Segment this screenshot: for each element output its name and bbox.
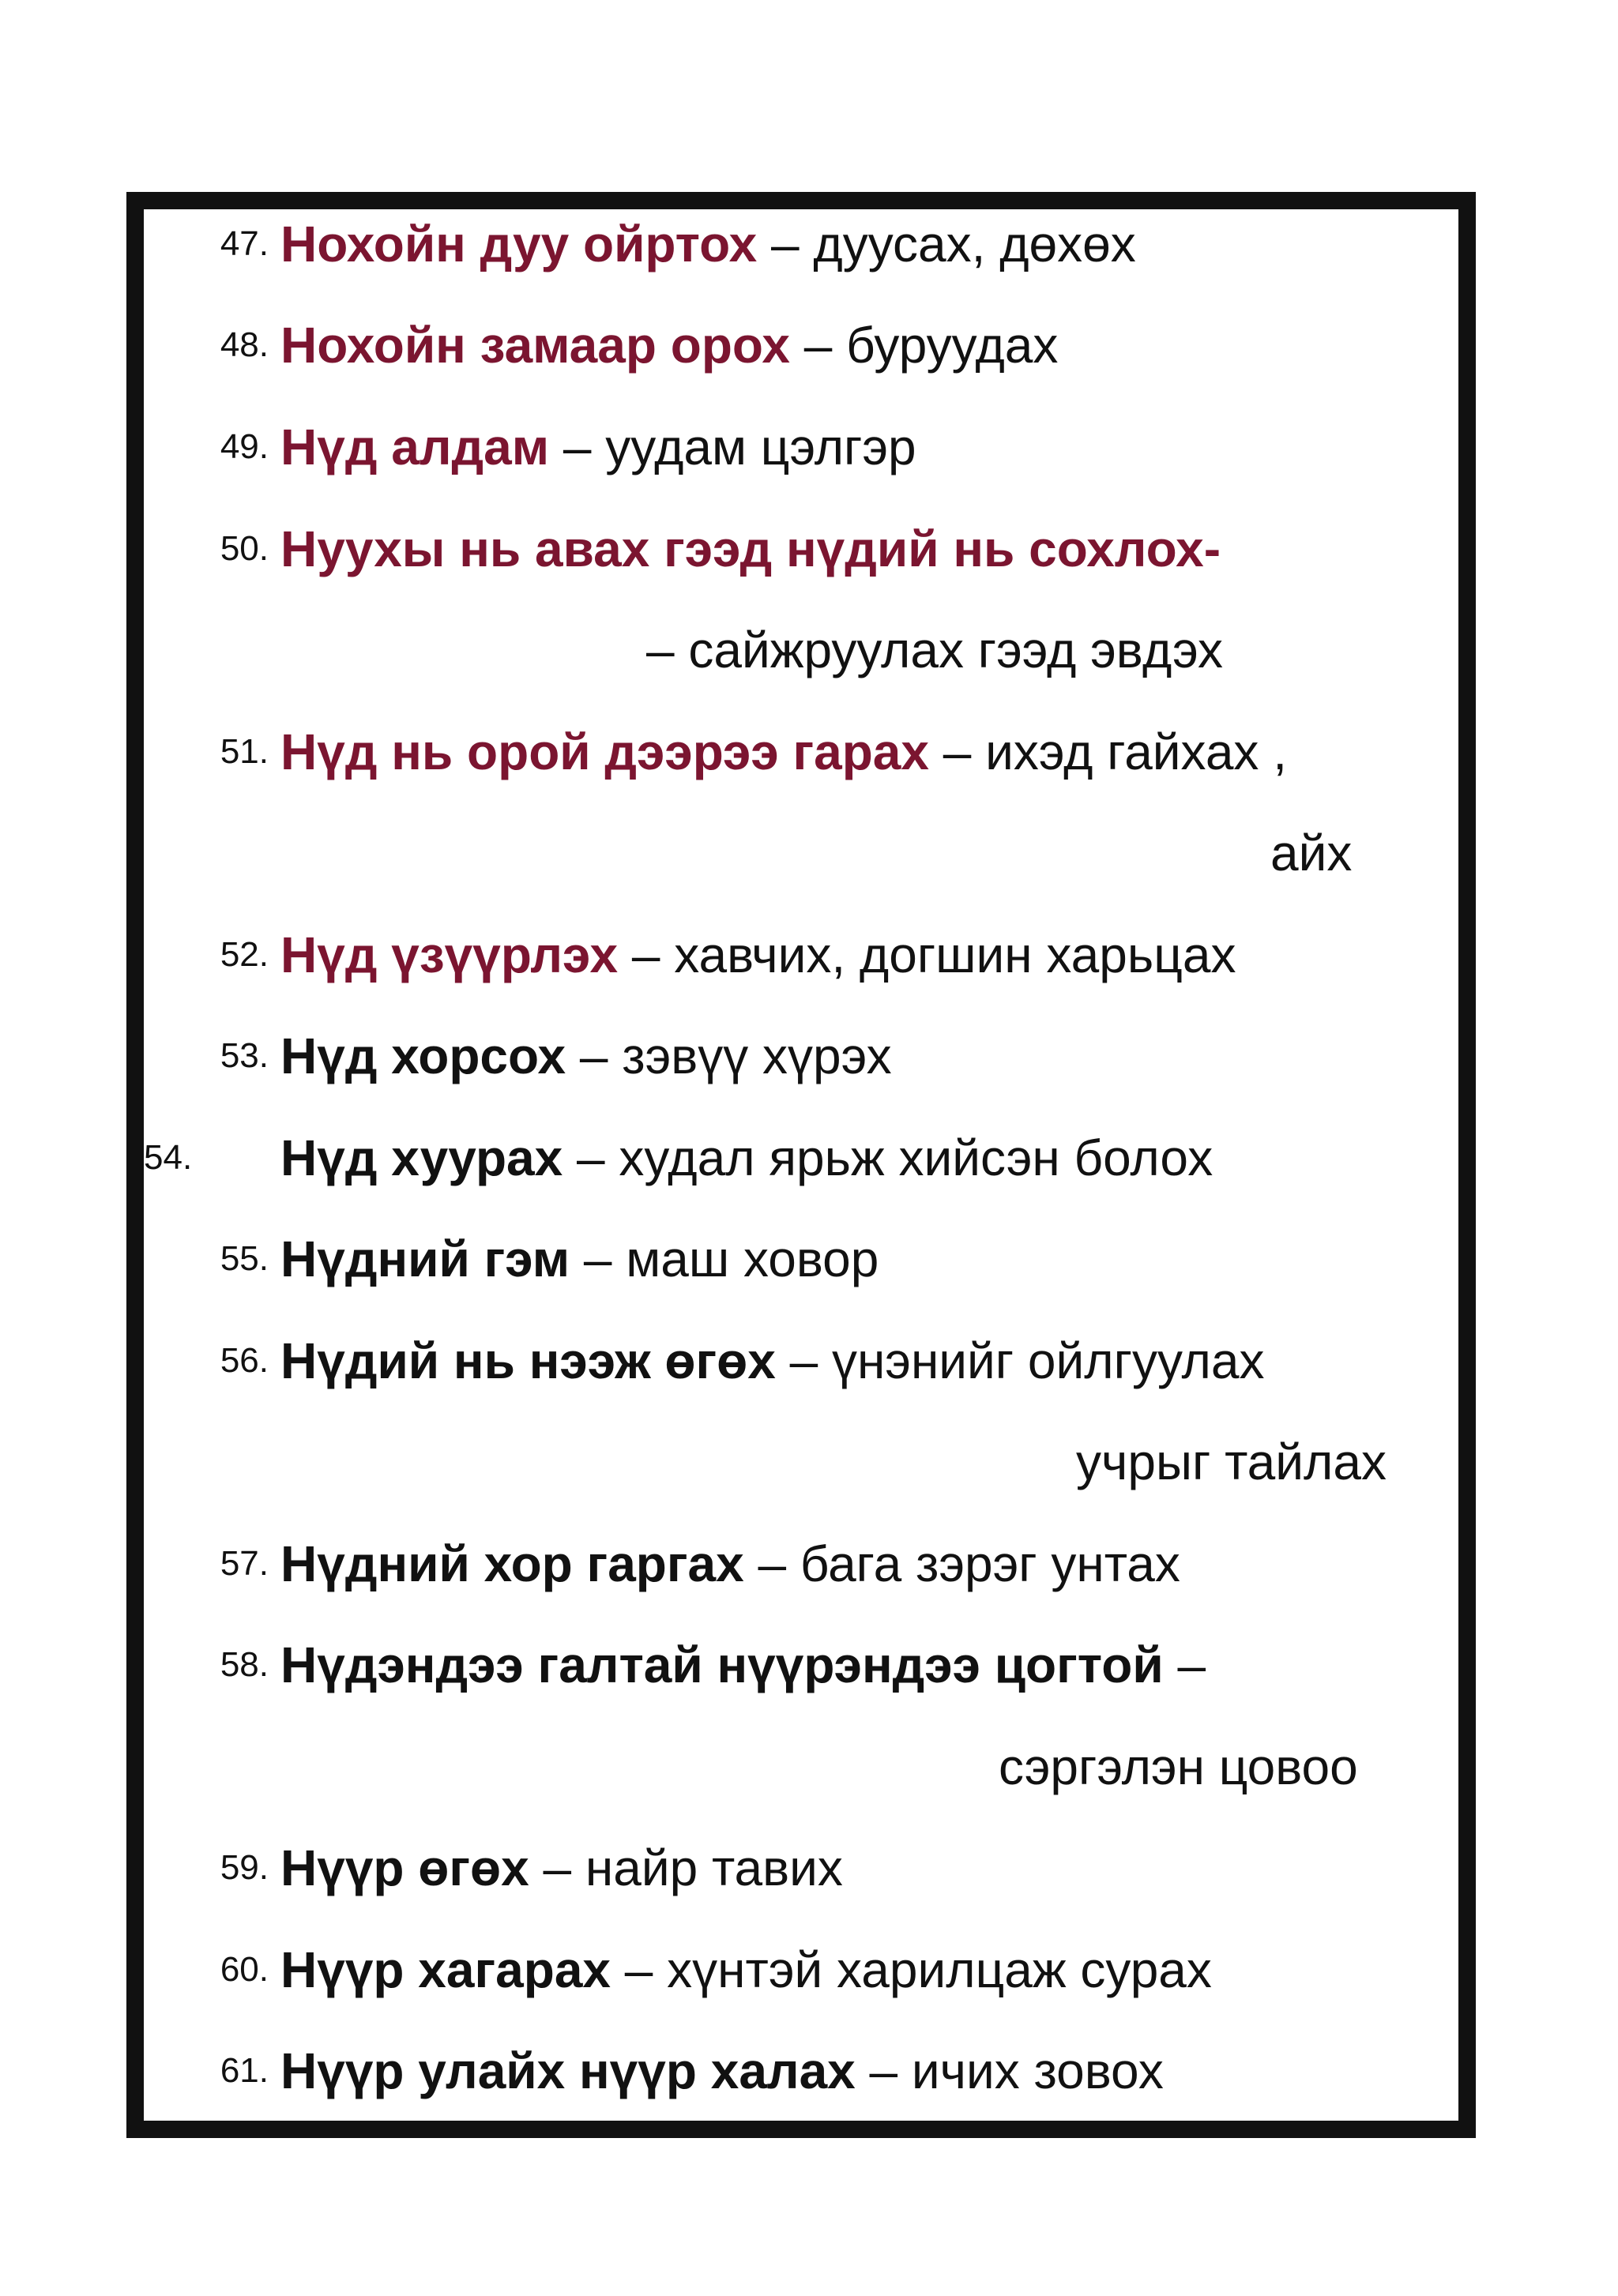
phrase-definition: зэвүү хүрэх xyxy=(622,1028,892,1084)
phrase-definition: ихэд гайхах , xyxy=(985,723,1287,780)
phrase-definition: ичих зовох xyxy=(911,2042,1164,2099)
phrase-definition: уудам цэлгэр xyxy=(605,419,916,475)
phrase-term: Нүд үзүүрлэх xyxy=(280,926,619,983)
item-number: 58. xyxy=(220,1645,269,1684)
phrase-definition: хавчих, догшин харьцах xyxy=(674,926,1236,983)
phrase-definition: буруудах xyxy=(846,317,1059,374)
phrase-term: Нуухы нь авах гээд нүдий нь сохлох- xyxy=(280,520,1221,577)
item-number: 61. xyxy=(220,2051,269,2090)
item-number: 48. xyxy=(220,325,269,364)
item-number: 60. xyxy=(220,1950,269,1989)
phrase-definition-continuation: учрыг тайлах xyxy=(1076,1434,1387,1490)
phrase-definition: маш ховор xyxy=(626,1231,879,1287)
phrase-separator: – xyxy=(618,926,675,983)
item-number: 57. xyxy=(220,1544,269,1583)
item-number: 59. xyxy=(220,1848,269,1887)
phrase-separator: – xyxy=(855,2042,912,2099)
item-number: 56. xyxy=(220,1341,269,1380)
phrase-separator: – xyxy=(566,1028,623,1084)
phrase-definition-continuation: сэргэлэн цовоо xyxy=(999,1738,1358,1795)
phrase-separator: – xyxy=(549,419,606,475)
phrase-term: Нүдэндээ галтай нүүрэндээ цогтой xyxy=(280,1637,1164,1693)
phrase-definition: дуусах, дөхөх xyxy=(813,216,1136,272)
phrase-term: Нүүр өгөх xyxy=(280,1839,529,1896)
phrase-term: Нүдний хор гаргах xyxy=(280,1535,744,1592)
item-number: 51. xyxy=(220,732,269,771)
phrase-term: Нүдий нь нээж өгөх xyxy=(280,1332,776,1389)
phrase-definition-continuation: – сайжруулах гээд эвдэх xyxy=(646,622,1224,678)
phrase-separator: – xyxy=(611,1941,668,1998)
phrase-separator: – xyxy=(790,317,847,374)
phrase-separator: – xyxy=(570,1231,627,1287)
phrase-definition: хүнтэй харилцаж сурах xyxy=(667,1941,1212,1998)
phrase-separator: – xyxy=(743,1535,800,1592)
phrase-definition: худал ярьж хийсэн болох xyxy=(619,1129,1214,1186)
phrase-separator: – xyxy=(529,1839,585,1896)
item-number: 47. xyxy=(220,224,269,263)
phrase-term: Нүд хуурах xyxy=(280,1129,563,1186)
item-number: 53. xyxy=(220,1036,269,1075)
phrase-term: Нохойн дуу ойртох xyxy=(280,216,758,272)
phrase-definition-continuation: айх xyxy=(1270,825,1353,881)
phrase-term: Нүд нь орой дээрээ гарах xyxy=(280,723,929,780)
item-number: 52. xyxy=(220,935,269,974)
phrase-separator: – xyxy=(928,723,986,780)
phrase-term: Нүүр хагарах xyxy=(280,1941,611,1998)
item-number: 50. xyxy=(220,529,269,568)
item-number: 49. xyxy=(220,427,269,466)
phrase-term: Нохойн замаар орох xyxy=(280,317,790,374)
phrase-separator: – xyxy=(563,1129,619,1186)
phrase-definition: бага зэрэг унтах xyxy=(800,1535,1180,1592)
phrase-term: Нүдний гэм xyxy=(280,1231,570,1287)
item-number: 55. xyxy=(220,1239,269,1278)
phrase-separator: – xyxy=(757,216,814,272)
item-number: 54. xyxy=(144,1138,193,1177)
phrase-term: Нүд хорсох xyxy=(280,1028,566,1084)
phrase-definition: үнэнийг ойлгуулах xyxy=(831,1332,1265,1389)
phrase-separator: – xyxy=(1163,1637,1206,1693)
phrase-term: Нүд алдам xyxy=(280,419,550,475)
phrase-separator: – xyxy=(775,1332,832,1389)
phrase-definition: найр тавих xyxy=(585,1839,843,1896)
phrase-term: Нүүр улайх нүүр халах xyxy=(280,2042,856,2099)
